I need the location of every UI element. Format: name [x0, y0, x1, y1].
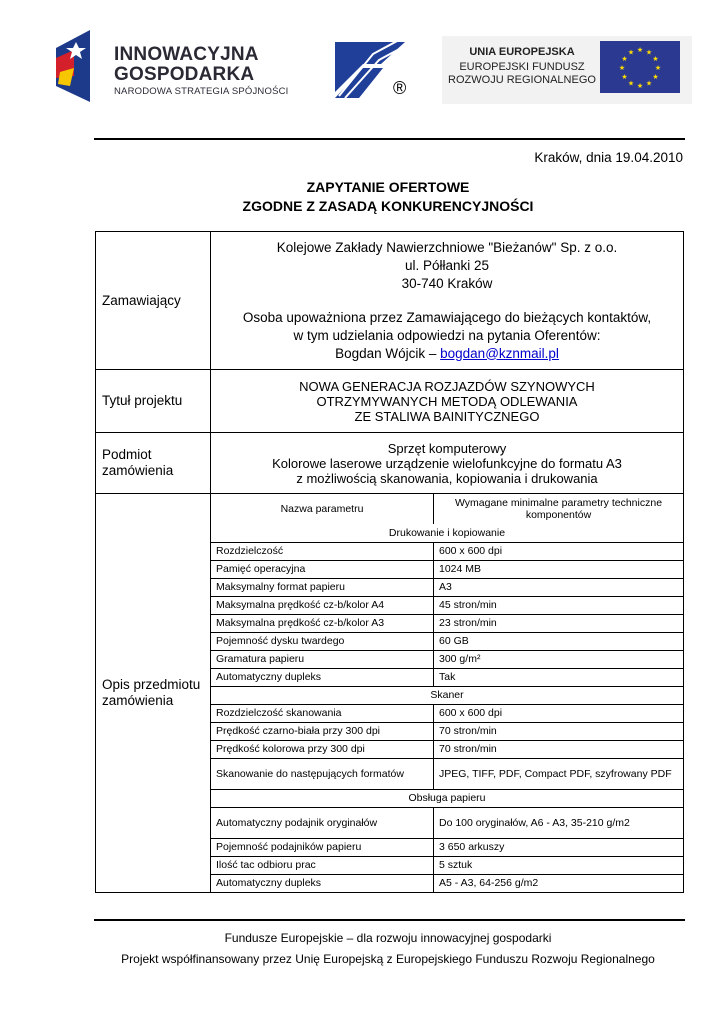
ig-title-line1: INNOWACYJNA [114, 44, 259, 65]
spec-header-row [211, 494, 683, 524]
svg-text:★: ★ [654, 64, 662, 72]
svg-text:★: ★ [621, 73, 628, 81]
table-row [211, 722, 683, 740]
row-zamawiajacy [96, 232, 683, 369]
eu-title-line3: ROZWOJU REGIONALNEGO [448, 74, 596, 86]
footer-line-1: Fundusze Europejskie – dla rozwoju innowacyjnej gospodarki [224, 931, 552, 945]
spec-section-row [211, 524, 683, 542]
value-podmiot [211, 433, 683, 493]
row-podmiot [96, 432, 683, 493]
param-name: Prędkość czarno-biała przy 300 dpi [211, 722, 434, 740]
contact-line-1: Osoba upoważniona przez Zamawiającego do bieżących kontaktów, [242, 309, 652, 325]
spec-table [211, 494, 683, 892]
param-name: Ilość tac odbioru prac [211, 856, 434, 874]
table-row [211, 650, 683, 668]
svg-text:★: ★ [645, 48, 653, 57]
param-name: Gramatura papieru [211, 650, 434, 668]
header-rule [94, 138, 685, 140]
ig-title-line2: GOSPODARKA [114, 64, 255, 85]
spec-table-wrap [211, 494, 683, 892]
label-zamawiajacy: Zamawiający [96, 232, 211, 369]
param-name: Pojemność dysku twardego [211, 632, 434, 650]
table-row [211, 758, 683, 789]
innowacyjna-gospodarka-logo [52, 28, 292, 104]
param-value: A3 [434, 578, 684, 596]
param-name: Automatyczny dupleks [211, 668, 434, 686]
svg-text:★: ★ [618, 64, 626, 72]
svg-text:★: ★ [627, 79, 635, 88]
eu-title-line1: UNIA EUROPEJSKA [469, 46, 575, 58]
svg-text:★: ★ [652, 73, 659, 81]
param-name: Automatyczny podajnik oryginałów [211, 807, 434, 838]
table-row [211, 560, 683, 578]
spec-section-title: Skaner [211, 686, 683, 704]
label-podmiot-2: zamówienia [102, 463, 174, 478]
tytul-line-2: OTRZYMYWANYCH METODĄ ODLEWANIA [316, 393, 578, 409]
param-value: 3 650 arkuszy [434, 838, 684, 856]
param-name: Maksymalna prędkość cz-b/kolor A4 [211, 596, 434, 614]
table-row [211, 874, 683, 892]
svg-text:★: ★ [636, 46, 644, 54]
param-value: 5 sztuk [434, 856, 684, 874]
param-value: JPEG, TIFF, PDF, Compact PDF, szyfrowany PDF [434, 758, 684, 789]
document-subtitle: ZGODNE Z ZASADĄ KONKURENCYJNOŚCI [242, 198, 534, 214]
table-row [211, 596, 683, 614]
table-row [211, 578, 683, 596]
company-city: 30-740 Kraków [401, 275, 493, 291]
param-value: 600 x 600 dpi [434, 542, 684, 560]
table-row [211, 838, 683, 856]
param-name: Rozdzielczość [211, 542, 434, 560]
svg-text:★: ★ [621, 55, 628, 63]
footer-rule [94, 919, 685, 921]
main-table [95, 231, 684, 893]
podmiot-line-2: Kolorowe laserowe urządzenie wielofunkcyjne do formatu A3 [272, 455, 622, 471]
table-row [211, 542, 683, 560]
contact-email-link[interactable]: bogdan@kznmail.pl [440, 345, 559, 361]
table-row [211, 807, 683, 838]
registered-mark: ® [393, 78, 407, 98]
param-name: Prędkość kolorowa przy 300 dpi [211, 740, 434, 758]
tytul-line-1: NOWA GENERACJA ROZJAZDÓW SZYNOWYCH [299, 378, 595, 394]
spec-col-value: Wymagane minimalne parametry techniczne komponentów [434, 494, 684, 524]
spec-section-title: Drukowanie i kopiowanie [388, 526, 506, 539]
param-name: Automatyczny dupleks [211, 874, 434, 892]
contact-line-3 [211, 345, 683, 363]
row-tytul [96, 369, 683, 432]
svg-text:★: ★ [645, 79, 653, 88]
eu-title-line2: EUROPEJSKI FUNDUSZ [459, 61, 585, 73]
param-name: Pojemność podajników papieru [211, 838, 434, 856]
table-row [211, 614, 683, 632]
table-row [211, 704, 683, 722]
label-opis-2: zamówienia [102, 693, 174, 708]
param-value: Tak [434, 668, 684, 686]
svg-text:★: ★ [636, 82, 644, 90]
eu-logo [442, 36, 692, 104]
podmiot-line-3: z możliwością skanowania, kopiowania i drukowania [296, 470, 598, 486]
table-row [211, 632, 683, 650]
company-name: Kolejowe Zakłady Nawierzchniowe "Bieżanów" Sp. z o.o. [276, 239, 618, 255]
table-row [211, 856, 683, 874]
label-opis-1: Opis przedmiotu [102, 677, 201, 692]
ig-subtitle: NARODOWA STRATEGIA SPÓJNOŚCI [114, 86, 289, 97]
param-value: 70 stron/min [434, 740, 684, 758]
label-podmiot-1: Podmiot [102, 447, 152, 462]
param-value: 1024 MB [434, 560, 684, 578]
label-opis [96, 494, 211, 892]
param-name: Skanowanie do następujących formatów [211, 758, 434, 789]
param-value: 70 stron/min [434, 722, 684, 740]
param-name: Rozdzielczość skanowania [211, 704, 434, 722]
footer-line-2: Projekt współfinansowany przez Unię Europejską z Europejskiego Funduszu Rozwoju Regionalnego [121, 952, 655, 966]
table-row [211, 668, 683, 686]
company-street: ul. Półłanki 25 [404, 257, 490, 273]
svg-text:★: ★ [652, 55, 659, 63]
value-zamawiajacy [211, 232, 683, 369]
company-logo [333, 38, 413, 104]
spec-section-row [211, 789, 683, 807]
contact-line-2: w tym udzielania odpowiedzi na pytania Oferentów: [293, 327, 601, 343]
param-name: Pamięć operacyjna [211, 560, 434, 578]
param-value: 600 x 600 dpi [434, 704, 684, 722]
document-title: ZAPYTANIE OFERTOWE [306, 179, 470, 195]
spec-section-title: Obsługa papieru [211, 789, 683, 807]
svg-text:★: ★ [627, 48, 635, 57]
document-date: Kraków, dnia 19.04.2010 [534, 150, 683, 165]
eu-flag-icon [600, 41, 680, 93]
value-tytul [211, 370, 683, 432]
podmiot-line-1: Sprzęt komputerowy [387, 440, 507, 456]
table-row [211, 740, 683, 758]
label-podmiot [96, 433, 211, 493]
param-value: A5 - A3, 64-256 g/m2 [434, 874, 684, 892]
label-tytul: Tytuł projektu [96, 370, 211, 432]
contact-name: Bogdan Wójcik – [335, 345, 441, 361]
param-value: 60 GB [434, 632, 684, 650]
ig-emblem-icon [52, 28, 96, 104]
param-value: 300 g/m² [434, 650, 684, 668]
spec-col-name: Nazwa parametru [280, 503, 364, 515]
param-value: 45 stron/min [434, 596, 684, 614]
tytul-line-3: ZE STALIWA BAINITYCZNEGO [354, 408, 540, 424]
param-name: Maksymalny format papieru [211, 578, 434, 596]
spec-section-row [211, 686, 683, 704]
param-name: Maksymalna prędkość cz-b/kolor A3 [211, 614, 434, 632]
param-value: 23 stron/min [434, 614, 684, 632]
row-opis [96, 493, 683, 892]
param-value: Do 100 oryginałów, A6 - A3, 35-210 g/m2 [434, 807, 684, 838]
